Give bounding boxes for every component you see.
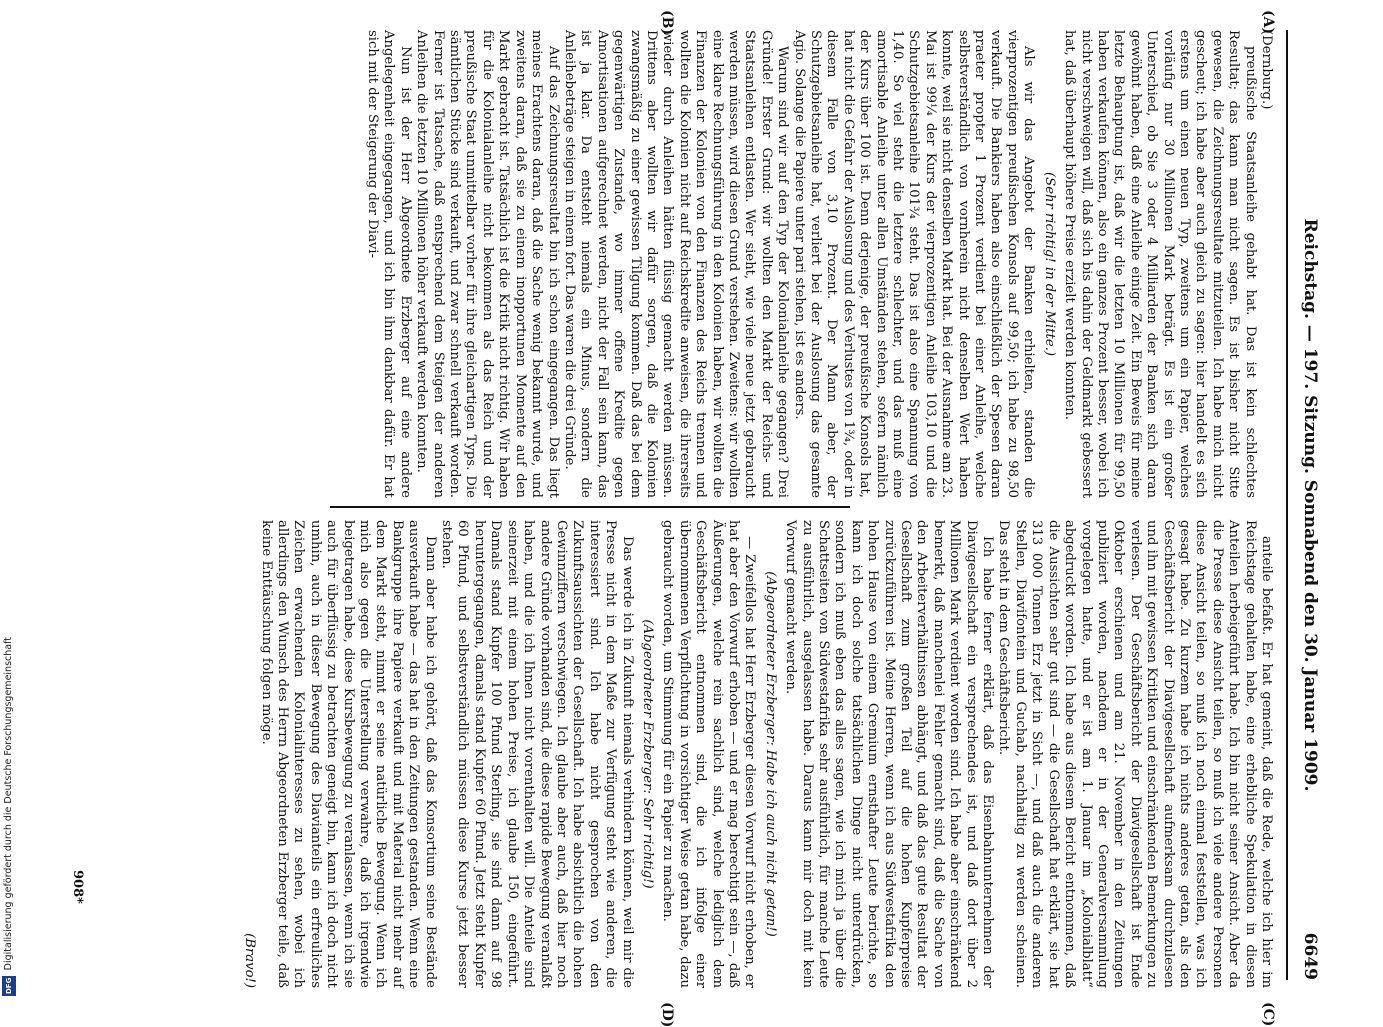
paragraph: Ich habe ferner erklärt, daß das Eisenbahnunternehmen der Diavigesellschaft ein versprechendes ist, und daß dort über 2 Millionen Mark verdient worden sind. Ich habe aber einschränkend bemerkt, daß manchenlei Fehler gemacht sind, daß die Sache von den Arbeiterverhältnissen abhängt, und daß das gute Resultat der Gesellschaft zum großen Teil auf die hohen Kupferpreise zurückzuführen ist. Meine Herren, wenn ich aus Südwestafrika den hohen Hause von einem Gremium ernsthafter Leute berichte, so kann ich doch solche tatsächlichen Dinge nicht unterdrücken, sondern ich muß eben das alles sagen, wie ich mich ja über die Schattseiten von Südwestafrika sehr ausführlich, für manche Leute zu ausführlich, ausgelassen habe. Daraus kann mir doch mit kein Vorwurf gemacht werden. [783,520,996,988]
paragraph: (Abgeordneter Erzberger: Habe ich auch nicht getan!) [762,571,778,937]
page-header [1290,30,1320,980]
sheet-number: 908* [70,870,85,904]
paragraph: Als wir das Angebot der Banken erhielten, standen die vierprozentigen preußischen Konsols auf 99,50; ich habe zu 98,50 verkauft. Die Bankiers haben also einschließlich der Spesen daran praeter propter 1 Prozent verdient bei einer Anleihe, welche selbstverständlich von vornherein nicht denselben Wert haben konnte, weil sie nicht denselben Markt hat. Bei der Ausnahme am 23. Mai ist 99¼ der Kurs der vierprozentigen Anleihe 103,10 und die Schutzgebietsanleihe 101¾ steht. Das ist also eine Spannung von 1,40. So viel steht die letztere schlechter, und das muß eine amortisable Anleihe unter allen Umständen stehen, sofern nämlich der Kurs über 100 ist. Denn derjenige, der preußische Konsols hat, hat nicht die Gefahr der Auslosung und des Verlustes von 1¾, oder in diesem Falle von 3,10 Prozent. Der Mann aber, der Schutzgebietsanleihe hat, verliert bei der Auslosung das gesamte Agio. Solange die Papiere unter pari stehen, ist es anders. [791,30,1037,498]
running-title: Reichstag. — 197. Sitzung. Sonnabend den 30. Januar 1909. [1300,218,1320,792]
paragraph: Dann aber habe ich gehört, daß das Konsortium seine Bestände ausverkauft habe — das hat in den Zeitungen gestanden. Wenn eine Bankgruppe ihre Papiere verkauft und mit Material nicht mehr auf dem Markt steht, nimmt er seine natürliche Bewegung. Wenn ich mich also gegen die Unterstellung verwahre, daß ich irgendwie beigetragen habe, diese Kursbewegung zu veranlassen, wenn ich sie auch für überflüssig zu betrachten geneigt bin, kann ich doch nicht umhin, auch in dieser Bewegung des Diavianteils ein erfreuliches Zeichen erwachenden Kolonialinteresses zu sehen, wobei ich allerdings den Wunsch des Herrn Abgeordneten Erzberger teile, daß keine Enttäuschung folgen möge. [258,520,438,988]
margin-marker-c: (C) [1260,1002,1276,1027]
left-text-column [364,30,1274,498]
margin-marker-d: (D) [659,1002,675,1027]
paragraph: (Sehr richtig! in der Mitte.) [1041,172,1057,356]
margin-marker-a: (A) [1260,10,1276,35]
paragraph: preußische Staatsanleihe gehabt hat. Das ist kein schlechtes Resultat; das kann man nicht sagen. Es ist bisher nicht Sitte gewesen, die Zeichnungsresultate mitzuteilen. Ich habe mich nicht gescheut; ich habe aber auch gleich zu sagen: hier handelt es sich erstens um einen neuen Typ, zweitens um ein Papier, welches vorläufig nur 30 Millionen Mark beträgt. Es ist ein großer Unterschied, ob Sie 3 oder 4 Milliarden der Banken sich daran gewöhnt haben, daß eine Anleihe einige Zeit. Ein Beweis für meine letzte Behauptung ist, daß wir die letzten 10 Millionen für 99,50 haben verkaufen können, also ein ganzes Prozent besser, wobei ich nicht verschweigen will, daß sich bis dahin der Geldmarkt gebessert hat, daß überhaupt höhere Preise erzielt werden konnten. [1062,30,1258,498]
dfg-logo: DFG [2,976,16,996]
paragraph: (Abgeordneter Erzberger: Sehr richtig!) [639,619,655,889]
page-number: 6649 [1300,932,1320,980]
paragraph: Auf das Zeichnungsresultat bin ich schon eingegangen. Das liegt meines Erachtens daran, daß die Sache wenig bekannt wurde, und zweitens daran, daß sie zu einem inopportunen Momente auf den Markt gebracht ist. Tatsächlich ist die Kritik nicht richtig. Wir haben für die Kolonialanleihe nicht bekommen als das Reich und der preußische Staat unmittelbar vorher für ihre gleichartigen Typs. Die sämtlichen Stücke sind verkauft, und zwar schnell verkauft worden. Ferner ist Tatsache, daß entsprechend dem Steigen der anderen Anleihen die letzten 10 Millionen höher verkauft werden konnten. [414,30,561,498]
margin-marker-b: (B) [659,10,675,36]
paragraph: Das werde ich in Zukunft niemals verhindern können, weil mir die Presse nicht in dem Maße zur Verfügung steht wie anderen, die interessiert sind. Ich habe nicht gesprochen von den Zukunftsaussichten der Gesellschaft. Ich habe absichtlich die hohen Gewinnziffern verschwiegen. Ich glaube aber auch, daß hier noch andere Gründe vorhanden sind, die diese rapide Bewegung veranlaßt haben, und die ich Ihnen nicht vorenthalten will. Die Anteile sind seinerzeit mit einem hohen Preise, ich glaube 150, eingeführt. Damals stand Kupfer 100 Pfund Sterling, sie sind dann auf 98 heruntergegangen, damals stand Kupfer 60 Pfund. Jetzt steht Kupfer 60 Pfund, und selbstverständlich müssen diese Kurse jetzt besser stehen. [439,520,635,988]
header-rule [1286,30,1288,980]
paragraph: Nun ist der Herr Abgeordnete Erzberger auf eine andere Angelegenheit eingegangen, und ich bin ihm dankbar dafür. Er hat sich mit der Steigerung der Diavi- [365,30,413,498]
paragraph: Warum sind wir auf den Typ der Kolonialanleihe gegangen? Drei Gründe! Erster Grund: wir wollten den Markt der Reichs- und Staatsanleihen entlasten. Wer sieht, wie viele neue jetzt gebraucht werden müssen, wird diesen Grund verstehen. Zweitens: wir wollten eine klare Rechnungsführung in den Kolonien haben, wir wollten die Finanzen der Kolonien von den Finanzen des Reichs trennen und wollten die Kolonien nicht auf Reichskredite anweisen, die ihrerseits wieder durch Anleihen hätten flüssig gemacht werden müssen. Drittens aber wollten wir dafür sorgen, daß die Kolonien zwangsmäßig zu einer gewissen Tilgung kommen. Daß das bei dem gegenwärtigen Zustande, wo immer offene Kredite gegen Amortisationen aufgerechnet werden, nicht der Fall sein kann, das ist ja klar. Da entsteht niemals ein Minus, sondern die Anleihebeträge steigen in einem fort. Das waren die drei Gründe. [561,30,791,498]
paragraph: — Zweifellos hat Herr Erzberger diesen Vorwurf nicht erhoben, er hat aber den Vorwurf erhoben — und er mag berechtigt sein —, daß Äußerungen, welche rein sachlich sind, welche lediglich dem Geschäftsbericht entnommen sind, die ich infolge einer übernommenen Verpflichtung in vorsichtiger Weise getan habe, dazu gebraucht worden, um Stimmung für ein Papier zu machen. [660,520,758,988]
paragraph: (Dernburg.) [1259,30,1274,110]
paragraph: anteile befaßt. Er hat gemeint, daß die Rede, welche ich hier im Reichstage gehalten habe, eine erhebliche Spekulation in diesen Anteilen herbeigeführt habe. Ich bin nicht seiner Ansicht. Aber da die Presse diese Ansicht teilen, so muß ich viele andere Personen diese Ansicht teilen, so muß ich noch einmal feststellen, was ich gesagt habe. Zu kurzem habe ich nichts anderes getan, als den Geschäftsbericht der Diavigesellschaft aufmerksam durchzulesen und ihn mit gewissen Kritiken und einschränkenden Bemerkungen zu verlesen. Der Geschäftsbericht der Diavigesellschaft ist Ende Oktober erschienen und am 21. November in den Zeitungen publiziert worden, nachdem er in der Generalversammlung vorgelegen hatte, und er ist am 1. Januar im „Kolonialblatt“ abgedruckt worden. Ich habe aus diesem Bericht entnommen, daß die Aussichten sehr gut sind — die Gesellschaft hat erklärt, sie hat 313 000 Tonnen Erz jetzt in Sicht —, und daß auch die anderen Stellen, Diavifontein und Guchab, nachhaltig zu werden scheinen. Das steht in dem Geschäftsbericht. [996,520,1274,988]
column-divider [330,506,850,508]
right-text-column [241,520,1274,988]
dfg-credit-text: Digitalisierung gefördert durch die Deutsche Forschungsgemeinschaft [3,636,14,970]
scanned-page [10,0,1340,1027]
paragraph: (Bravo!) [242,933,258,988]
